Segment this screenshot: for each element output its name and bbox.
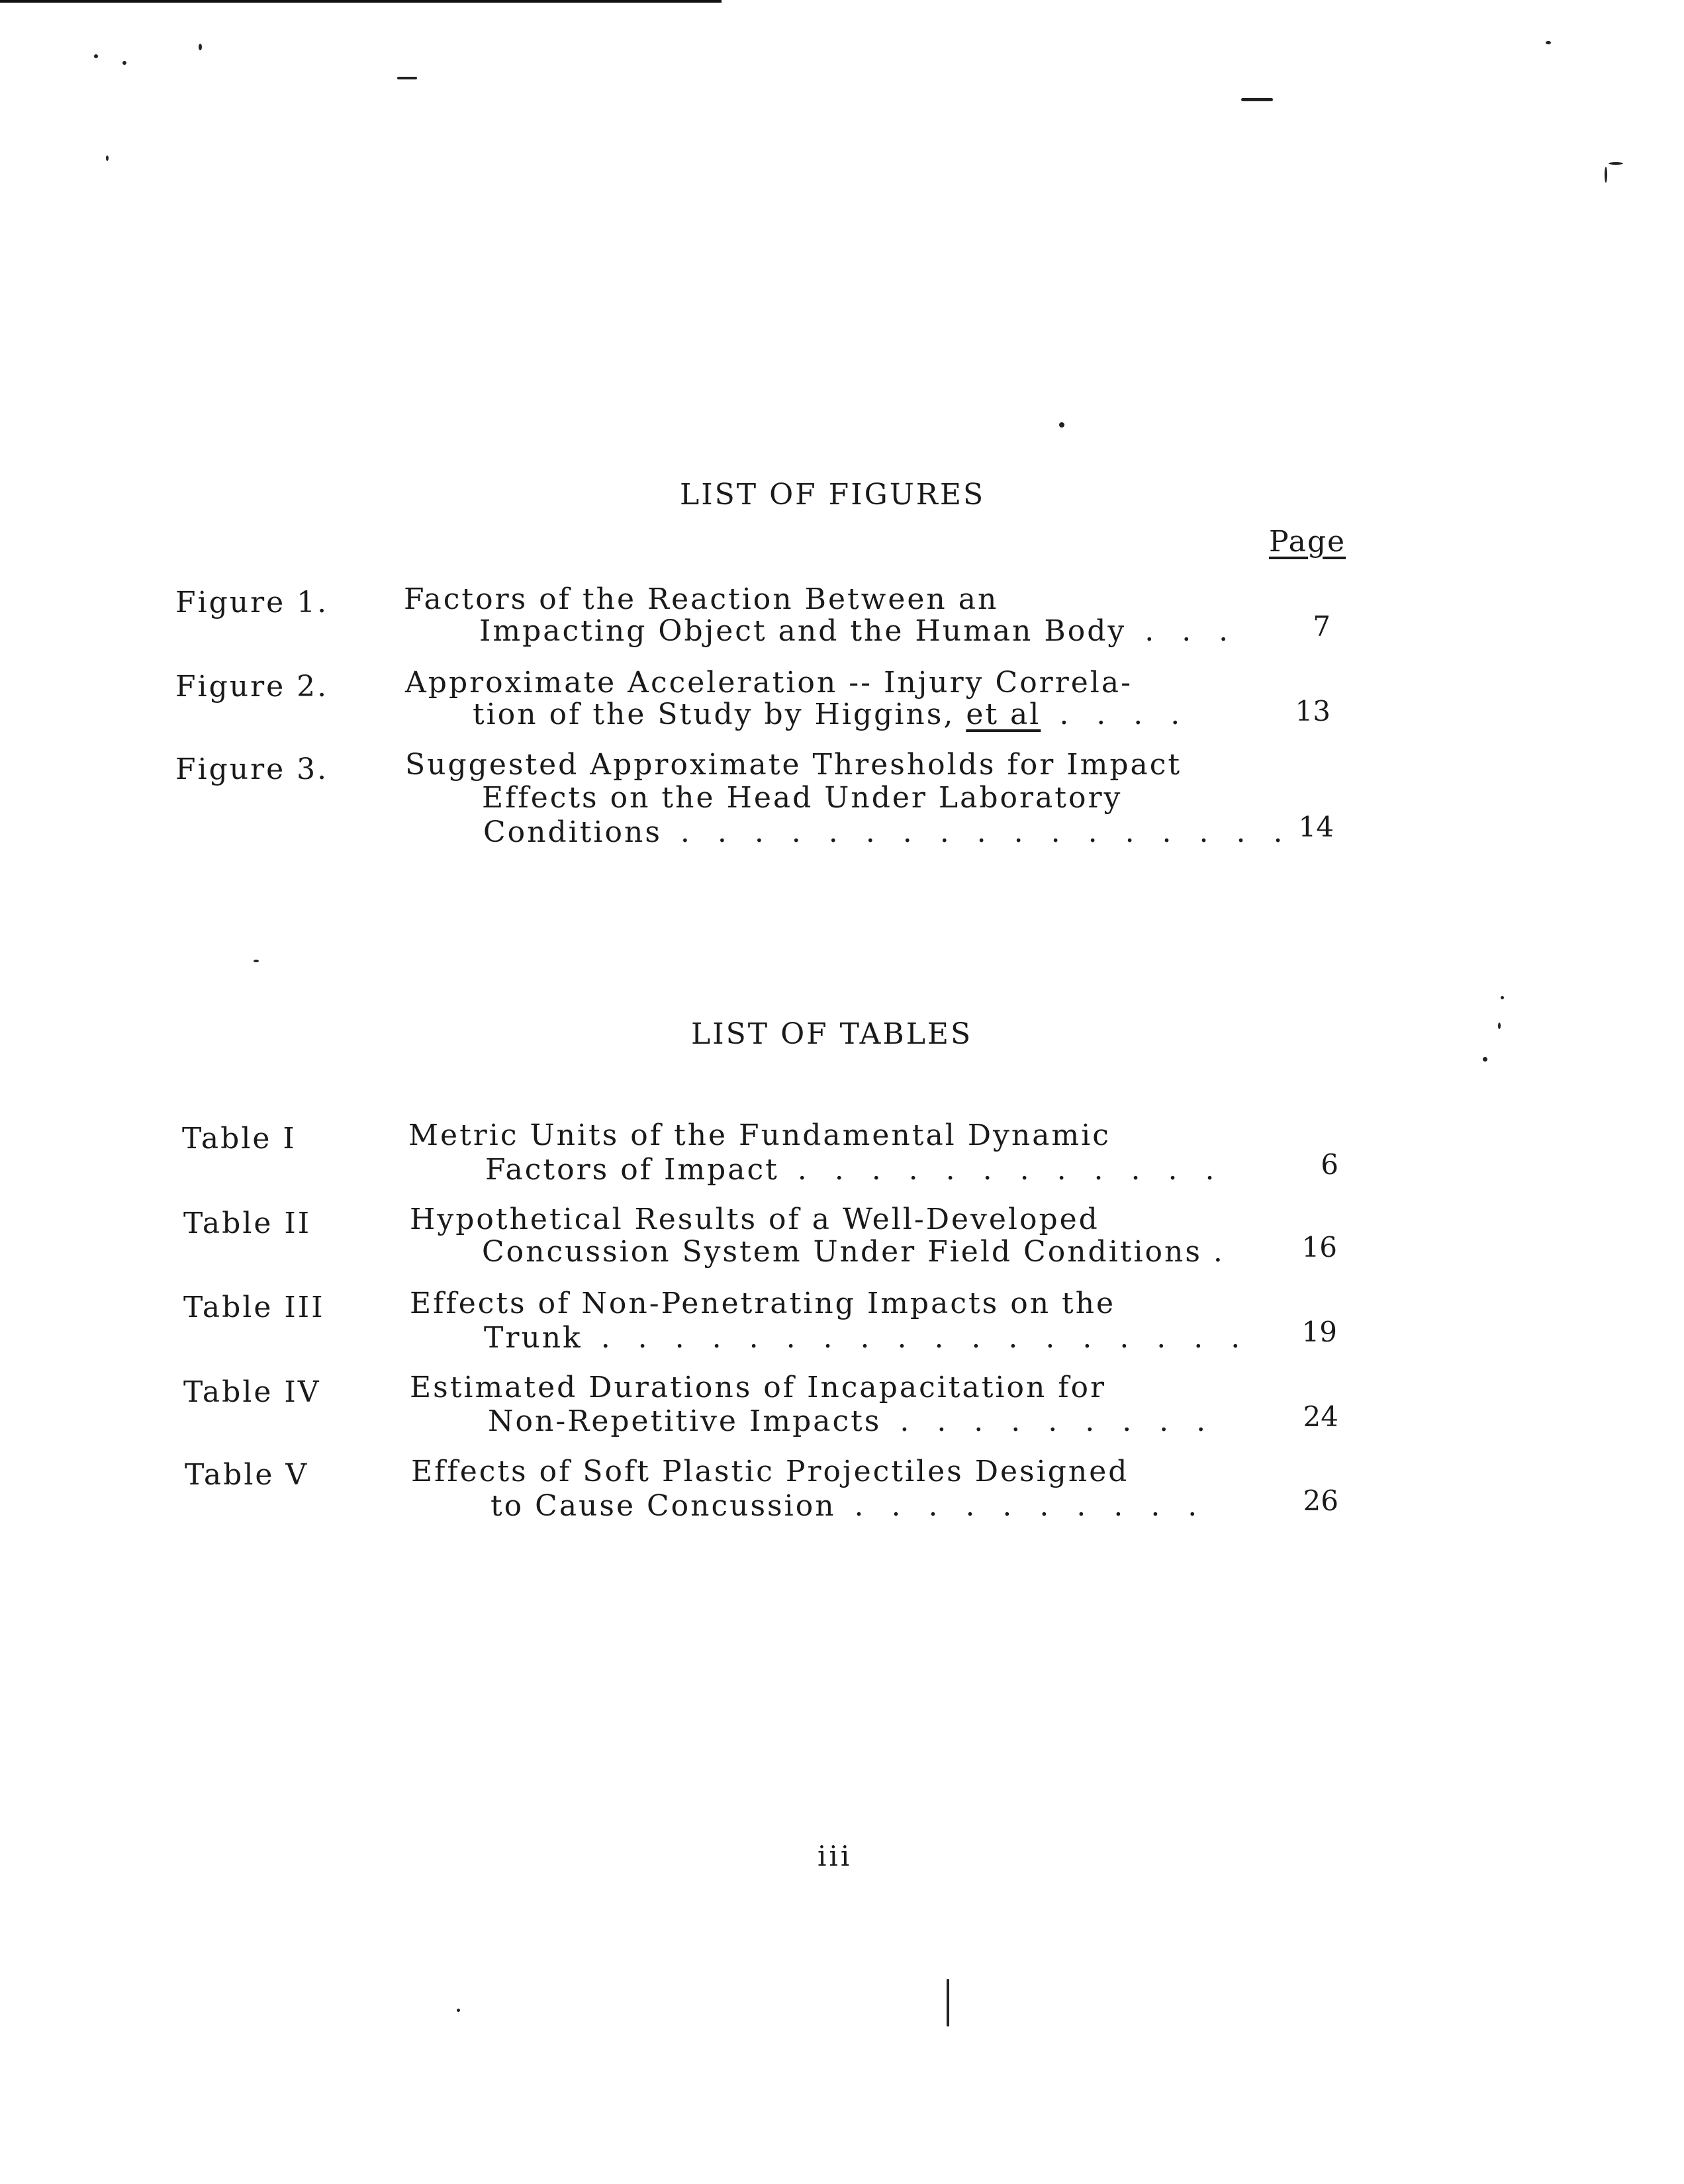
table-title-text: Factors of Impact [485,1153,779,1187]
scan-speck [94,54,98,58]
table-title-line: Effects of Soft Plastic Projectiles Designed [411,1455,1129,1488]
table-label: Table II [183,1206,312,1240]
table-title-line [484,1321,1249,1355]
table-page-number: 26 [1303,1484,1338,1517]
scan-speck [199,44,202,50]
scan-speck [1609,162,1623,165]
figure-title-line [473,698,1189,731]
table-title-text: to Cause Concussion [491,1489,836,1523]
table-page-number: 16 [1301,1231,1337,1263]
figure-page-number: 7 [1313,610,1331,643]
list-of-tables-heading: LIST OF TABLES [691,1017,973,1051]
scan-speck [947,1979,949,2026]
table-label: Table III [183,1291,325,1324]
figure-page-number: 14 [1298,811,1334,843]
scan-speck [1498,1023,1501,1029]
scan-speck [457,2009,460,2012]
table-title-line: Estimated Durations of Incapacitation for [410,1371,1107,1404]
figure-page-number: 13 [1295,695,1331,727]
figure-title-line: Factors of the Reaction Between an [404,582,999,616]
scan-speck [1483,1057,1487,1062]
table-title-text: Non-Repetitive Impacts [488,1404,882,1438]
scan-speck [1241,98,1273,101]
figure-label: Figure 2. [175,670,329,704]
leader-dots: . . . . . . . . . . . . . . . . . [661,815,1292,849]
table-title-line [485,1153,1223,1187]
table-page-number: 19 [1301,1316,1337,1348]
figure-title-text: tion of the Study by Higgins, [473,698,955,731]
scan-speck [106,156,109,161]
figure-label: Figure 3. [175,752,329,786]
leader-dots: . . . . . . . . . . . . . . . . . . [582,1321,1250,1355]
figure-title-line [483,815,1291,849]
figure-title-line: Approximate Acceleration -- Injury Correla- [405,666,1133,700]
et-al-underlined: et al [966,698,1041,731]
scan-speck [1501,996,1504,999]
table-label: Table I [182,1122,297,1156]
table-page-number: 24 [1303,1400,1338,1433]
table-title-line [491,1489,1206,1523]
scan-speck [1546,41,1551,44]
leader-dots: . . . . . . . . . [881,1404,1215,1438]
scan-speck [122,61,126,65]
list-of-figures-heading: LIST OF FIGURES [680,478,986,512]
table-title-line: Hypothetical Results of a Well-Developed [410,1203,1099,1236]
leader-dots: . . . . [1041,698,1190,731]
figure-label: Figure 1. [175,586,329,619]
table-title-line: Effects of Non-Penetrating Impacts on the [410,1287,1116,1320]
table-label: Table V [185,1458,309,1492]
table-title-line [488,1404,1215,1438]
figure-title-line [479,614,1237,648]
leader-dots: . . . . . . . . . . . . [778,1153,1224,1187]
table-page-number: 6 [1321,1148,1338,1181]
table-label: Table IV [183,1375,321,1409]
leader-dots: . . . . . . . . . . [835,1489,1207,1523]
figure-title-line: Effects on the Head Under Laboratory [482,781,1123,815]
table-title-line: Concussion System Under Field Conditions . [482,1235,1225,1269]
table-title-line: Metric Units of the Fundamental Dynamic [408,1118,1111,1152]
figure-title-text: Conditions [483,815,662,849]
scan-speck [1605,167,1607,183]
table-title-text: Trunk [484,1321,583,1355]
leader-dots: . . . [1126,614,1238,648]
scan-speck [397,77,417,79]
scan-speck [1059,422,1064,428]
figure-title-text: Impacting Object and the Human Body [479,614,1127,648]
page-column-label: Page [1269,525,1346,559]
scan-speck [254,960,259,962]
scan-edge-line [0,0,722,3]
page-folio: iii [818,1840,853,1872]
figure-title-line: Suggested Approximate Thresholds for Impact [405,748,1182,782]
